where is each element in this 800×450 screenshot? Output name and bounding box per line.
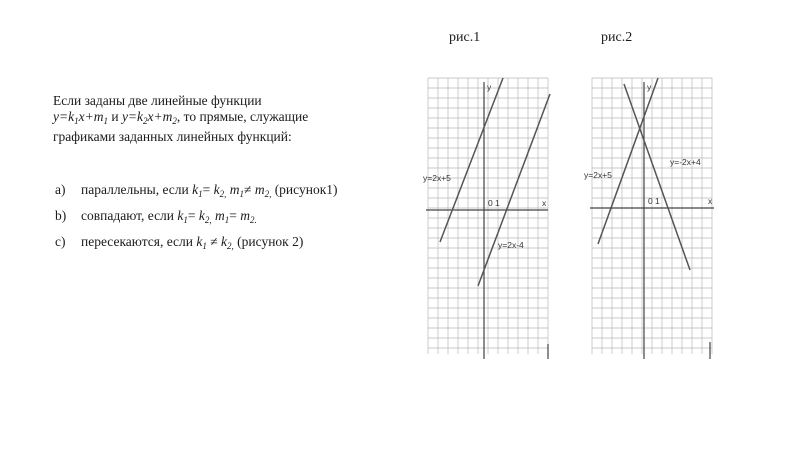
list-item-coincide: b) совпадают, если $k_1= k_{2,}$ $m_1= m_{2.}$	[55, 208, 257, 225]
graph-line-1	[440, 78, 503, 242]
line-2-label: y=2x-4	[498, 240, 524, 250]
origin-label: 0	[488, 198, 493, 208]
grid	[592, 78, 712, 354]
graph-line-2	[624, 84, 690, 270]
y-axis-label: y	[487, 82, 492, 92]
line-1-label: y=2x+5	[584, 170, 612, 180]
list-marker: c)	[55, 234, 66, 249]
line-1-label: y=2x+5	[423, 173, 451, 183]
x-axis-label: x	[708, 196, 713, 206]
list-item-parallel: a) параллельны, если $k_1= k_{2,}$ $m_1\ne m_{2,}$ (рисунок1)	[55, 182, 338, 199]
grid	[428, 78, 548, 354]
graph-line-2	[478, 94, 550, 286]
intro-line-2: $y=k_1x+m_1$ и $y=k_2x+m_2$, то прямые, служащие	[53, 109, 309, 126]
figure-1-graph	[418, 74, 560, 364]
intro-line-3: графиками заданных линейных функций:	[53, 129, 292, 144]
figure-2-caption: рис.2	[601, 30, 633, 45]
intro-paragraph	[53, 93, 383, 145]
y-axis-label: y	[647, 82, 652, 92]
list-marker: a)	[55, 182, 66, 197]
x-axis-label: x	[542, 198, 547, 208]
unit-label: 1	[495, 198, 500, 208]
intro-line-1: Если заданы две линейные функции	[53, 93, 262, 108]
list-marker: b)	[55, 208, 67, 223]
conditions-list	[53, 182, 393, 260]
figure-2-graph	[580, 74, 720, 364]
graph-line-1	[598, 78, 658, 244]
figure-1-caption: рис.1	[449, 30, 481, 45]
unit-label: 1	[655, 196, 660, 206]
list-item-intersect: c) пересекаются, если $k_1 \ne k_{2,}$ (рисунок 2)	[55, 234, 304, 251]
line-2-label: y=-2x+4	[670, 157, 701, 167]
origin-label: 0	[648, 196, 653, 206]
